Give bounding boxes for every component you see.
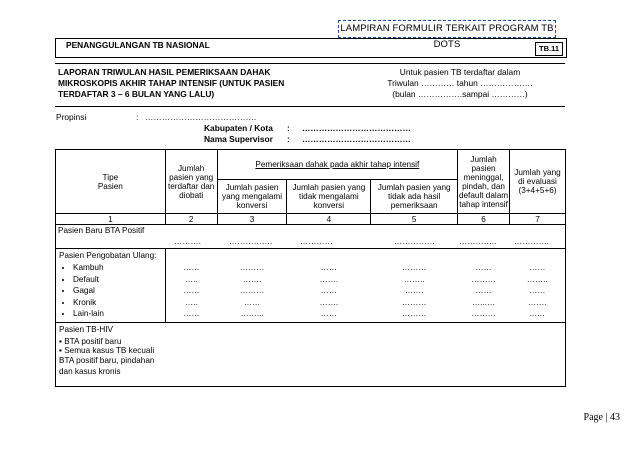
header-tidak-ada-hasil: Jumlah pasien yang tidak ada hasil pemeriksaan: [371, 180, 458, 214]
form-code-badge: TB.11: [535, 42, 563, 56]
title-line-3: TERDAFTAR 3 – 6 BULAN YANG LALU): [58, 89, 215, 99]
col-number: 2: [165, 214, 217, 225]
list-item: • Default: [73, 274, 162, 286]
data-cell[interactable]: …………..: [459, 237, 497, 246]
col-number: 5: [371, 214, 458, 225]
list-item: • Kambuh: [73, 262, 162, 274]
header-tidak-konversi: Jumlah pasien yang tidak mengalami konversi: [287, 180, 371, 214]
top-tag: LAMPIRAN FORMULIR TERKAIT PROGRAM TB DOTS: [338, 20, 556, 38]
header-dievaluasi: Jumlah yang di evaluasi (3+4+5+6): [510, 150, 566, 214]
data-cell[interactable]: …….: [527, 297, 547, 307]
data-cell[interactable]: ……: [320, 263, 338, 272]
data-cell[interactable]: …..: [185, 274, 198, 284]
col-number: 7: [510, 214, 566, 225]
data-cell[interactable]: ……: [529, 286, 546, 295]
supervisor-label: Nama Supervisor: [204, 134, 273, 144]
period-line-1: Untuk pasien TB terdaftar dalam: [399, 67, 521, 77]
data-cell[interactable]: ……: [243, 297, 261, 307]
tb-hiv-empty-area: [165, 322, 565, 386]
data-cell[interactable]: ……: [529, 263, 546, 272]
data-cell[interactable]: ………: [239, 286, 265, 295]
data-cell[interactable]: …….: [319, 297, 339, 307]
propinsi-label: Propinsi: [56, 112, 87, 122]
data-cell[interactable]: ………: [401, 297, 427, 307]
kabupaten-sep: :: [287, 123, 290, 133]
data-cell[interactable]: ………: [239, 263, 265, 272]
table-row: [56, 249, 566, 323]
data-cell[interactable]: ………….: [514, 237, 550, 246]
data-cell[interactable]: ………: [471, 309, 496, 318]
data-cell[interactable]: ……: [475, 263, 492, 272]
supervisor-sep: :: [287, 134, 290, 144]
data-cell[interactable]: …………: [300, 237, 333, 246]
list-item: • Gagal: [73, 285, 162, 297]
program-name: PENANGGULANGAN TB NASIONAL: [66, 40, 210, 50]
data-cell[interactable]: ……: [320, 309, 338, 318]
data-cell[interactable]: ……..: [526, 274, 548, 284]
propinsi-sep: :: [136, 112, 139, 122]
data-cell[interactable]: ……………: [394, 237, 435, 246]
header-konversi: Jumlah pasien yang mengalami konversi: [217, 180, 287, 214]
data-cell[interactable]: ………: [471, 274, 496, 284]
row-label-tb-hiv: Pasien TB-HIV: [59, 324, 113, 334]
header-jumlah-terdaftar: Jumlah pasien yang terdaftar dan diobati: [165, 150, 217, 214]
kabupaten-value[interactable]: …………………………………: [302, 123, 411, 133]
header-tipe-pasien: Tipe Pasien: [56, 150, 166, 214]
period-line-3: (bulan …………….sampai …………): [392, 89, 528, 99]
header-pemeriksaan-dahak: Pemeriksaan dahak pada akhir tahap intensif: [217, 150, 457, 180]
header-meninggal-pindah: Jumlah pasien meninggal, pindah, dan default dalam tahap intensif: [458, 150, 510, 214]
col-number: 3: [217, 214, 287, 225]
table-row: [56, 225, 566, 249]
row-label-pasien-baru: Pasien Baru BTA Positif: [58, 226, 145, 235]
list-item: ▪ Semua kasus TB kecuali BTA positif baru, pindahan dan kasus kronis: [59, 345, 155, 376]
data-cell[interactable]: ……: [183, 309, 200, 318]
data-cell[interactable]: ……: [320, 286, 338, 295]
data-cell[interactable]: …….: [404, 286, 424, 295]
data-cell[interactable]: ..….: [529, 309, 545, 318]
list-item: • Lain-lain: [73, 308, 162, 320]
data-cell[interactable]: ………: [401, 263, 427, 272]
data-cell[interactable]: …….: [319, 274, 339, 284]
period-line-2: Triwulan ………… tahun ……………….: [387, 78, 533, 88]
report-table: [55, 149, 566, 387]
data-cell[interactable]: ………: [401, 309, 427, 318]
page-number: Page | 43: [583, 412, 620, 423]
pengobatan-ulang-list: [59, 262, 162, 320]
supervisor-value[interactable]: …………………………………: [302, 134, 411, 144]
data-cell[interactable]: …………….: [229, 237, 273, 246]
data-cell[interactable]: ……: [183, 263, 200, 272]
data-cell[interactable]: ……..: [403, 274, 425, 284]
list-item: ▪ BTA positif baru: [59, 336, 122, 346]
data-cell[interactable]: ……...: [240, 309, 264, 318]
data-cell[interactable]: ……: [183, 286, 200, 295]
kabupaten-label: Kabupaten / Kota: [204, 123, 273, 133]
list-item: • Kronik: [73, 297, 162, 309]
data-cell[interactable]: …...…: [471, 297, 496, 307]
data-cell[interactable]: …..: [185, 297, 198, 307]
title-block: [55, 63, 565, 107]
propinsi-value[interactable]: ………………………………….: [145, 112, 257, 122]
table-row: [56, 322, 566, 386]
data-cell[interactable]: ……….: [174, 237, 201, 246]
title-line-2: MIKROSKOPIS AKHIR TAHAP INTENSIF (UNTUK PASIEN: [58, 78, 285, 88]
data-cell[interactable]: ……: [475, 286, 492, 295]
title-line-1: LAPORAN TRIWULAN HASIL PEMERIKSAAN DAHAK: [58, 67, 271, 77]
col-number: 6: [458, 214, 510, 225]
col-number: 4: [287, 214, 371, 225]
col-number: 1: [56, 214, 166, 225]
row-label-pengobatan-ulang: Pasien Pengobatan Ulang:: [59, 251, 157, 260]
data-cell[interactable]: …….: [242, 274, 262, 284]
